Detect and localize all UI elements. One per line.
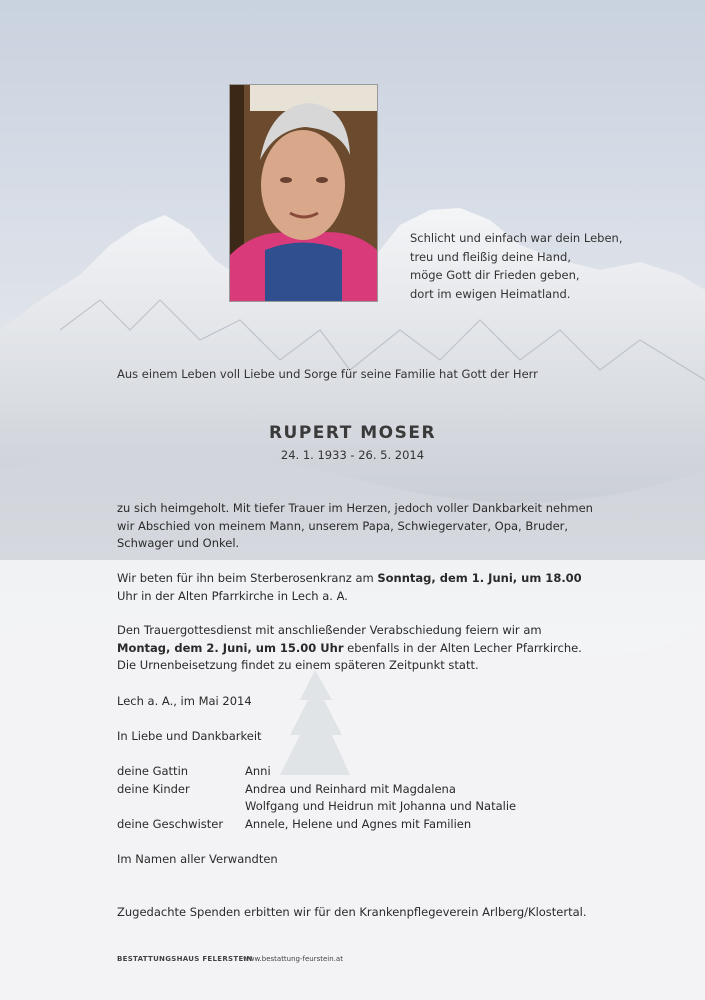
rosary-text: Wir beten für ihn beim Sterberosenkranz am (117, 571, 378, 585)
funeral-text-end: ebenfalls in der Alten Lecher Pfarrkirche. Die Urnenbeisetzung findet zu einem späteren Zeitpunkt statt. (117, 640, 582, 672)
family-relation (117, 798, 245, 816)
portrait-photo (229, 84, 378, 302)
gratitude-line: In Liebe und Dankbarkeit (117, 729, 262, 743)
place-date: Lech a. A., im Mai 2014 (117, 694, 252, 708)
family-names: Annele, Helene und Agnes mit Familien (245, 816, 472, 831)
paragraph-rosary (117, 570, 597, 605)
family-list (117, 763, 516, 833)
deceased-name: RUPERT MOSER (268, 423, 437, 443)
funeral-date: Montag, dem 2. Juni, um 15.00 Uhr (117, 640, 344, 655)
family-row (117, 763, 516, 781)
family-row (117, 781, 516, 799)
rosary-date: Sonntag, dem 1. Juni, um 18.00 (377, 571, 582, 585)
rosary-text-end: Uhr in der Alten Pfarrkirche in Lech a. A. (117, 588, 348, 603)
verse-line: dort im ewigen Heimatland. (410, 286, 571, 301)
family-relation: deine Gattin (117, 764, 189, 778)
funeral-text: Den Trauergottesdienst mit anschließender Verabschiedung feiern wir am (117, 623, 542, 637)
funeral-home-name: BESTATTUNGSHAUS FELERSTEIN (117, 955, 253, 963)
verse-line: treu und fleißig deine Hand, (410, 249, 571, 264)
family-row (117, 816, 516, 834)
paragraph-funeral (117, 622, 597, 675)
verse-line: möge Gott dir Frieden geben, (410, 268, 580, 282)
funeral-home-url[interactable]: www.bestattung-feurstein.at (243, 955, 343, 963)
life-dates: 24. 1. 1933 - 26. 5. 2014 (280, 448, 425, 462)
family-names: Wolfgang und Heidrun mit Johanna und Natalie (245, 799, 517, 813)
family-row (117, 798, 516, 816)
family-names: Anni (245, 764, 271, 778)
relatives-line: Im Namen aller Verwandten (117, 852, 278, 866)
family-names: Andrea und Reinhard mit Magdalena (245, 781, 456, 796)
intro-text: Aus einem Leben voll Liebe und Sorge für seine Familie hat Gott der Herr (117, 367, 538, 381)
donations-note: Zugedachte Spenden erbitten wir für den Krankenpflegeverein Arlberg/Klostertal. (117, 905, 587, 919)
verse-line: Schlicht und einfach war dein Leben, (410, 231, 623, 245)
verse (410, 229, 622, 303)
family-relation: deine Geschwister (117, 816, 224, 831)
paragraph-announcement: zu sich heimgeholt. Mit tiefer Trauer im Herzen, jedoch voller Dankbarkeit nehmen wir Abschied von meinem Mann, unserem Papa, Schwiegervater, Opa, Bruder, Schwager und Onkel. (117, 501, 593, 550)
family-relation: deine Kinder (117, 781, 190, 796)
